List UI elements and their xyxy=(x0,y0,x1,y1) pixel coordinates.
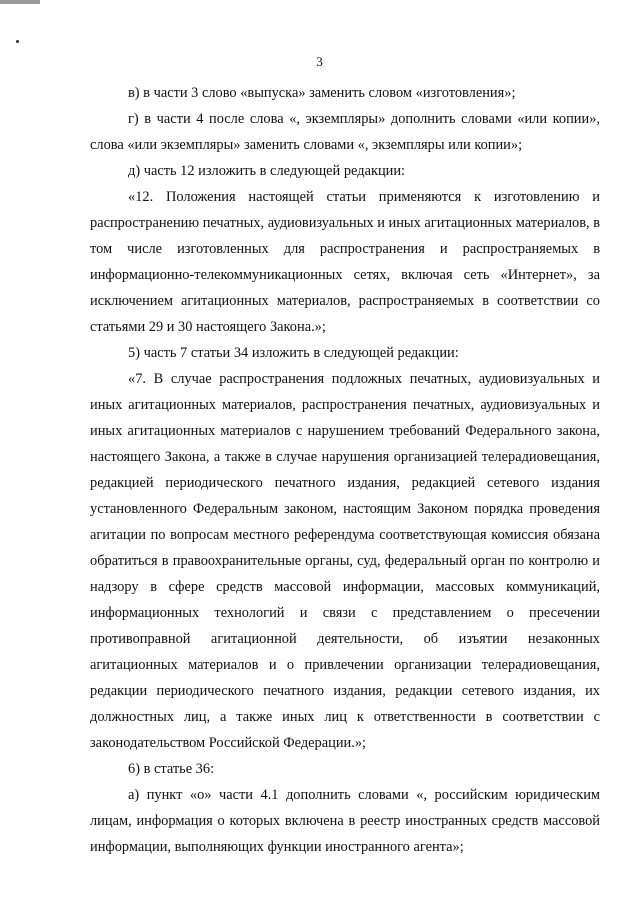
paragraph-5: 5) часть 7 статьи 34 изложить в следующей редакции: xyxy=(128,345,459,361)
paragraph-4: «12. Положения настоящей статьи применяются к изготовлению и распространению печатных, аудиовизуальных и иных агитационных материалов, в том числе изготовленных для распространения и распространяемых в информационно-телекоммуникационных сетях, включая сеть «Интернет», за исключением агитационных материалов, распространяемых в соответствии со статьями 29 и 30 настоящего Закона.»; xyxy=(90,189,600,335)
document-body xyxy=(90,80,600,860)
paragraph-8: а) пункт «о» части 4.1 дополнить словами «, российским юридическим лицам, информация о которых включена в реестр иностранных средств массовой информации, выполняющих функции иностранного агента»; xyxy=(90,787,600,855)
page-number: 3 xyxy=(316,54,323,69)
scan-speck xyxy=(16,40,19,43)
paragraph-7: 6) в статье 36: xyxy=(128,761,215,777)
paragraph-2: г) в части 4 после слова «, экземпляры» дополнить словами «или копии», слова «или экземпляры» заменить словами «, экземпляры или копии»; xyxy=(90,111,600,153)
paragraph-6: «7. В случае распространения подложных печатных, аудиовизуальных и иных агитационных материалов, распространения печатных, аудиовизуальных и иных агитационных материалов с нарушением требований Федерального закона, настоящего Закона, а также в случае нарушения организацией телерадиовещания, редакцией периодического печатного издания, редакцией сетевого издания установленного Федеральным законом, настоящим Законом порядка проведения агитации по вопросам местного референдума соответствующая комиссия обязана обратиться в правоохранительные органы, суд, федеральный орган по контролю и надзору в сфере средств массовой информации, массовых коммуникаций, информационных технологий и связи с представлением о пресечении противоправной агитационной деятельности, об изъятии незаконных агитационных материалов и о привлечении организации телерадиовещания, редакции периодического печатного издания, редакции сетевого издания, их должностных лиц, а также иных лиц к ответственности в соответствии с законодательством Российской Федерации.»; xyxy=(90,371,600,751)
scan-artifact xyxy=(0,0,40,4)
paragraph-1: в) в части 3 слово «выпуска» заменить словом «изготовления»; xyxy=(128,85,516,101)
paragraph-3: д) часть 12 изложить в следующей редакции: xyxy=(128,163,406,179)
